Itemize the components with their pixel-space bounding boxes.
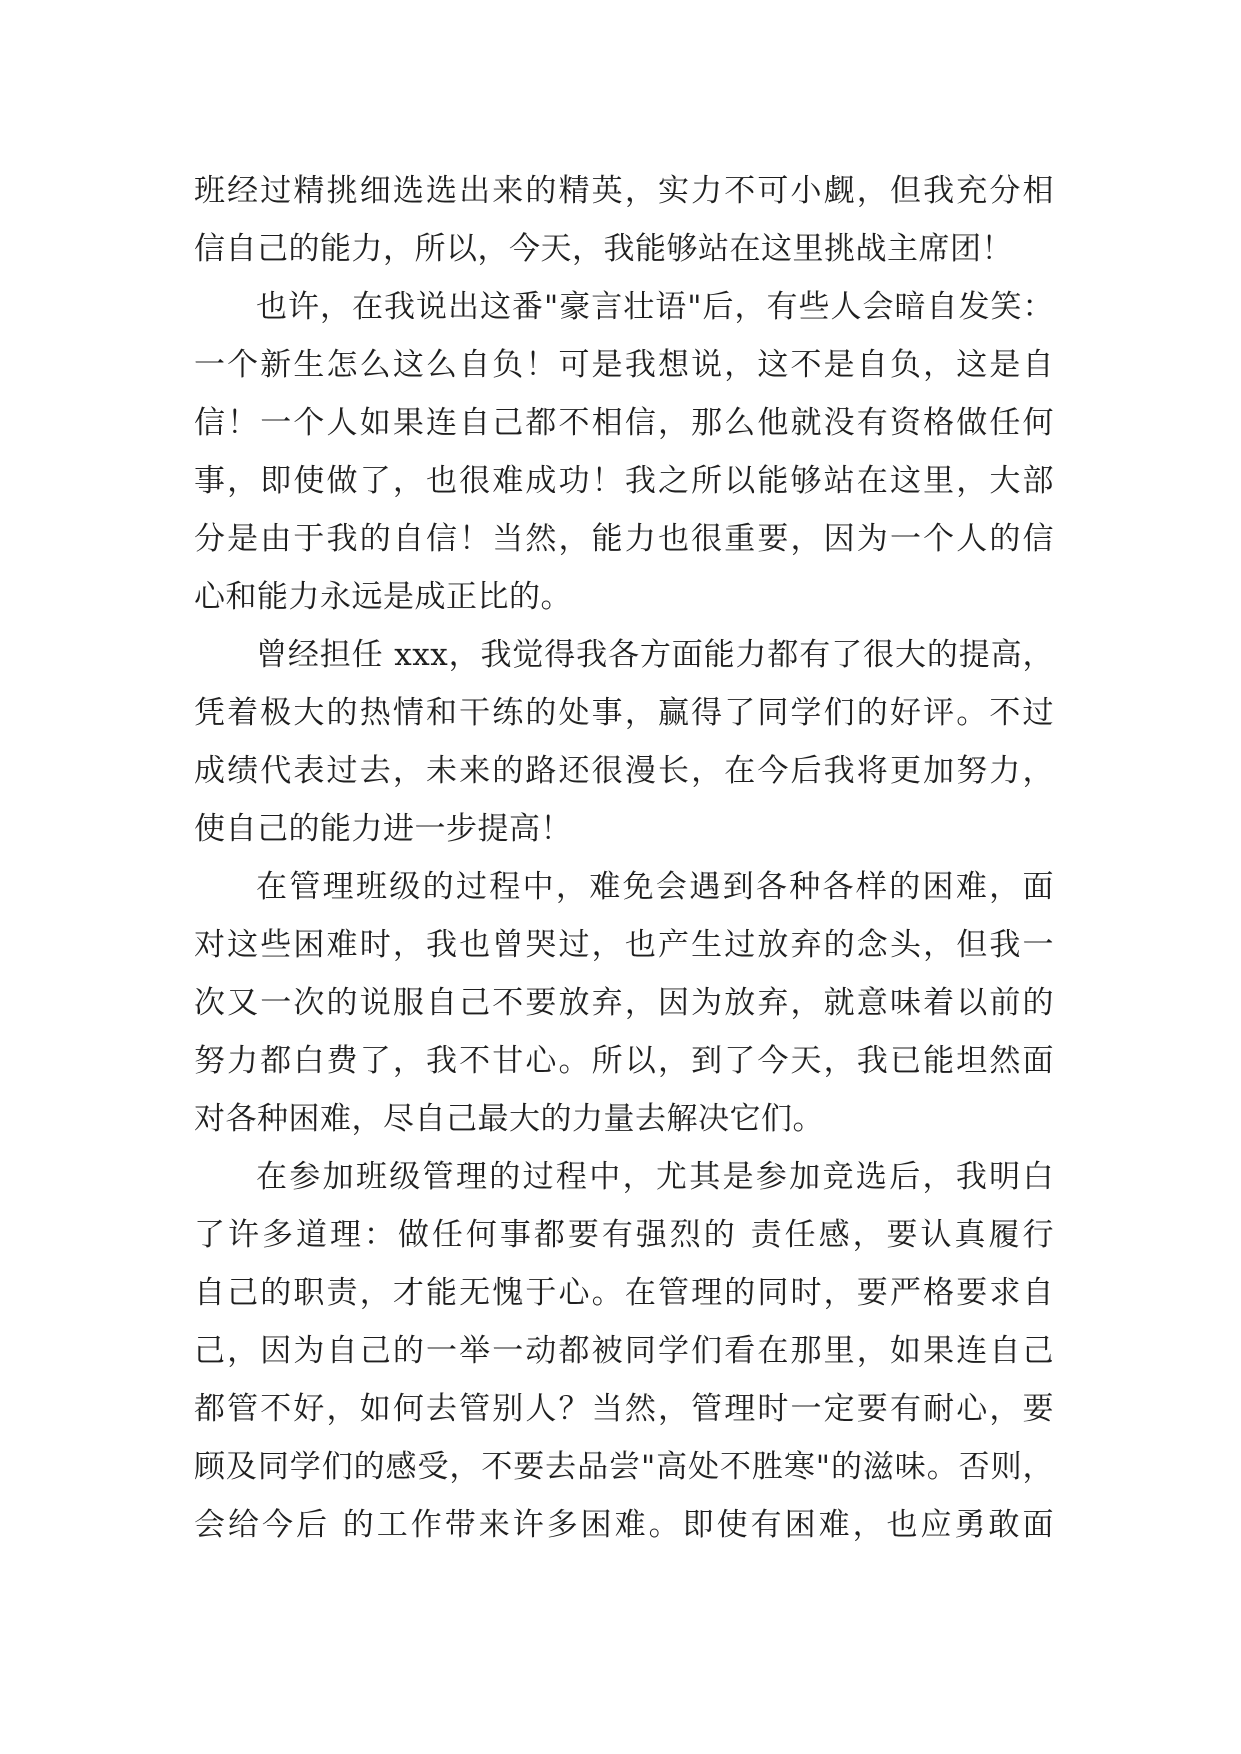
text-line: 成绩代表过去，未来的路还很漫长，在今后我将更加努力， [194,753,1054,789]
text-line: 信！一个人如果连自己都不相信，那么他就没有资格做任何 [194,405,1054,441]
text-line: 信自己的能力，所以，今天，我能够站在这里挑战主席团！ [194,231,1013,267]
text-line: 曾经担任 xxx，我觉得我各方面能力都有了很大的提高， [256,637,1054,673]
text-line: 在参加班级管理的过程中，尤其是参加竞选后，我明白 [256,1159,1054,1195]
text-line: 己，因为自己的一举一动都被同学们看在那里，如果连自己 [194,1333,1054,1369]
text-line: 顾及同学们的感受，不要去品尝"高处不胜寒"的滋味。否则， [194,1449,1054,1485]
text-line: 了许多道理：做任何事都要有强烈的 责任感，要认真履行 [194,1217,1054,1253]
text-line: 都管不好，如何去管别人？当然，管理时一定要有耐心，要 [194,1391,1054,1427]
text-line: 自己的职责，才能无愧于心。在管理的同时，要严格要求自 [194,1275,1054,1311]
body-text [194,162,1054,1554]
text-line: 在管理班级的过程中，难免会遇到各种各样的困难，面 [256,869,1054,905]
text-line: 对各种困难，尽自己最大的力量去解决它们。 [194,1101,824,1137]
text-line: 对这些困难时，我也曾哭过，也产生过放弃的念头，但我一 [194,927,1054,963]
text-line: 事，即使做了，也很难成功！我之所以能够站在这里，大部 [194,463,1054,499]
text-line: 努力都白费了，我不甘心。所以，到了今天，我已能坦然面 [194,1043,1054,1079]
text-line: 心和能力永远是成正比的。 [194,579,572,615]
text-line: 分是由于我的自信！当然，能力也很重要，因为一个人的信 [194,521,1054,557]
text-line: 使自己的能力进一步提高！ [194,811,572,847]
text-line: 次又一次的说服自己不要放弃，因为放弃，就意味着以前的 [194,985,1054,1021]
text-line: 凭着极大的热情和干练的处事，赢得了同学们的好评。不过 [194,695,1054,731]
text-line: 也许，在我说出这番"豪言壮语"后，有些人会暗自发笑： [256,289,1054,325]
text-line: 一个新生怎么这么自负！可是我想说，这不是自负，这是自 [194,347,1054,383]
text-line: 会给今后 的工作带来许多困难。即使有困难，也应勇敢面 [194,1507,1054,1543]
text-line: 班经过精挑细选选出来的精英，实力不可小觑，但我充分相 [194,173,1054,209]
